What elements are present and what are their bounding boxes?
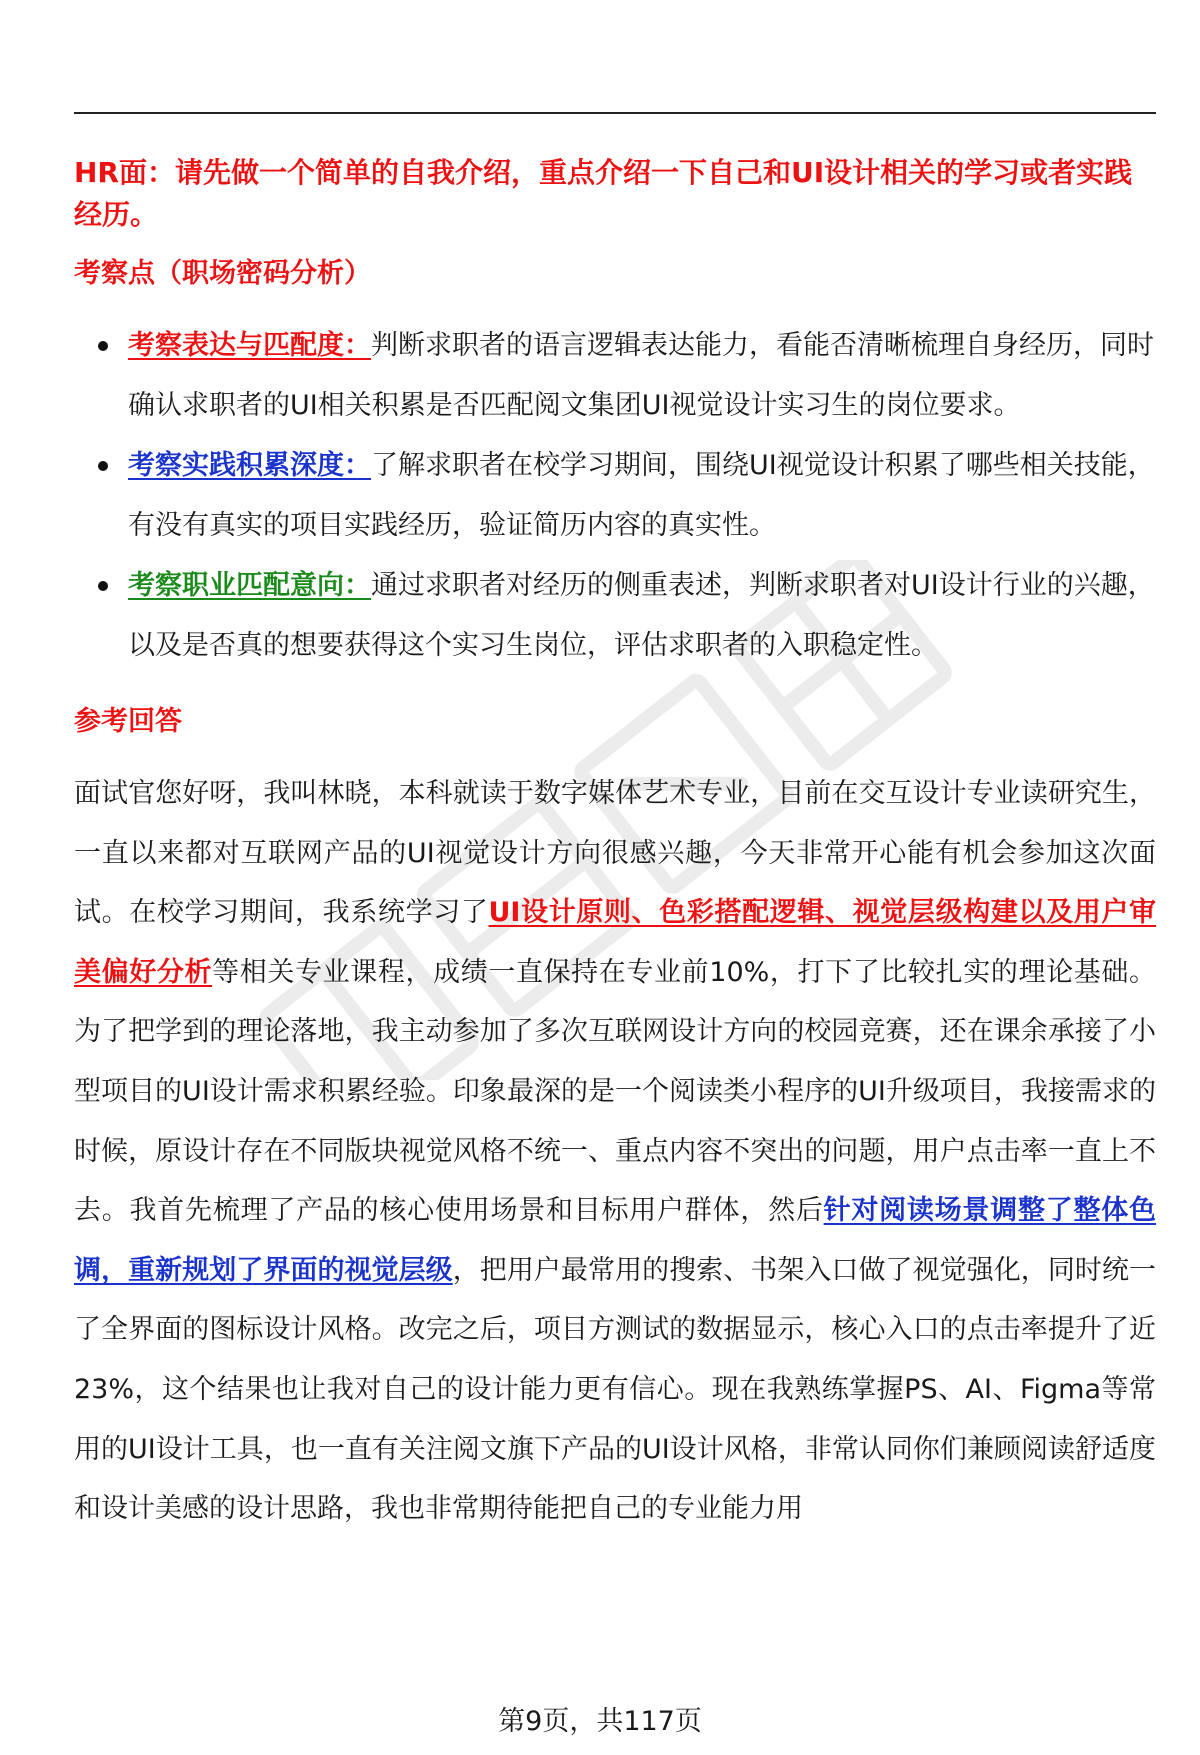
point-text: 判断求职者的语言逻辑表达能力，看能否清晰梳理自身经历，同时确认求职者的UI相关积累是否匹配阅文集团UI视觉设计实习生的岗位要求。 [128,330,1154,421]
point-text: 了解求职者在校学习期间，围绕UI视觉设计积累了哪些相关技能，有没有真实的项目实践经历，验证简历内容的真实性。 [128,450,1155,541]
examination-title: 考察点（职场密码分析） [74,258,371,289]
list-item [74,436,1156,556]
answer-highlight-blue: 针对阅读场景调整了整体色调，重新规划了界面的视觉层级 [74,1195,1157,1286]
examination-points [74,316,1156,676]
answer-text: 面试官您好呀，我叫林晓，本科就读于数字媒体艺术专业，目前在交互设计专业读研究生，一直以来都对互联网产品的UI视觉设计方向很感兴趣，今天非常开心能有机会参加这次面试。在校学习期间，我系统学习了 [74,778,1156,929]
interview-question: HR面：请先做一个简单的自我介绍，重点介绍一下自己和UI设计相关的学习或者实践经历。 [74,156,1133,231]
answer-highlight-red: UI设计原则、色彩搭配逻辑、视觉层级构建以及用户审美偏好分析 [74,897,1156,988]
list-item [74,316,1156,436]
list-item [74,556,1156,676]
bullet-icon [98,461,108,471]
point-label: 考察职业匹配意向： [128,570,371,601]
answer-title: 参考回答 [74,706,182,737]
main-content [74,152,1156,1539]
point-label: 考察实践积累深度： [128,450,371,481]
page-footer: 第9页，共117页 [498,1706,702,1737]
answer-paragraph [74,764,1156,1539]
answer-text: ，把用户最常用的搜索、书架入口做了视觉强化，同时统一了全界面的图标设计风格。改完之后，项目方测试的数据显示，核心入口的点击率提升了近23%，这个结果也让我对自己的设计能力更有信心。现在我熟练掌握PS、AI、Figma等常用的UI设计工具，也一直有关注阅文旗下产品的UI设计风格，非常认同你们兼顾阅读舒适度和设计美感的设计思路，我也非常期待能把自己的专业能力用 [74,1254,1156,1525]
bullet-icon [98,581,108,591]
point-text: 通过求职者对经历的侧重表述，判断求职者对UI设计行业的兴趣，以及是否真的想要获得这个实习生岗位，评估求职者的入职稳定性。 [128,570,1155,661]
bullet-icon [98,341,108,351]
header-rule [74,112,1156,114]
answer-text: 等相关专业课程，成绩一直保持在专业前10%，打下了比较扎实的理论基础。为了把学到的理论落地，我主动参加了多次互联网设计方向的校园竞赛，还在课余承接了小型项目的UI设计需求积累经验。印象最深的是一个阅读类小程序的UI升级项目，我接需求的时候，原设计存在不同版块视觉风格不统一、重点内容不突出的问题，用户点击率一直上不去。我首先梳理了产品的核心使用场景和目标用户群体，然后 [74,956,1156,1227]
point-label: 考察表达与匹配度： [128,330,371,361]
